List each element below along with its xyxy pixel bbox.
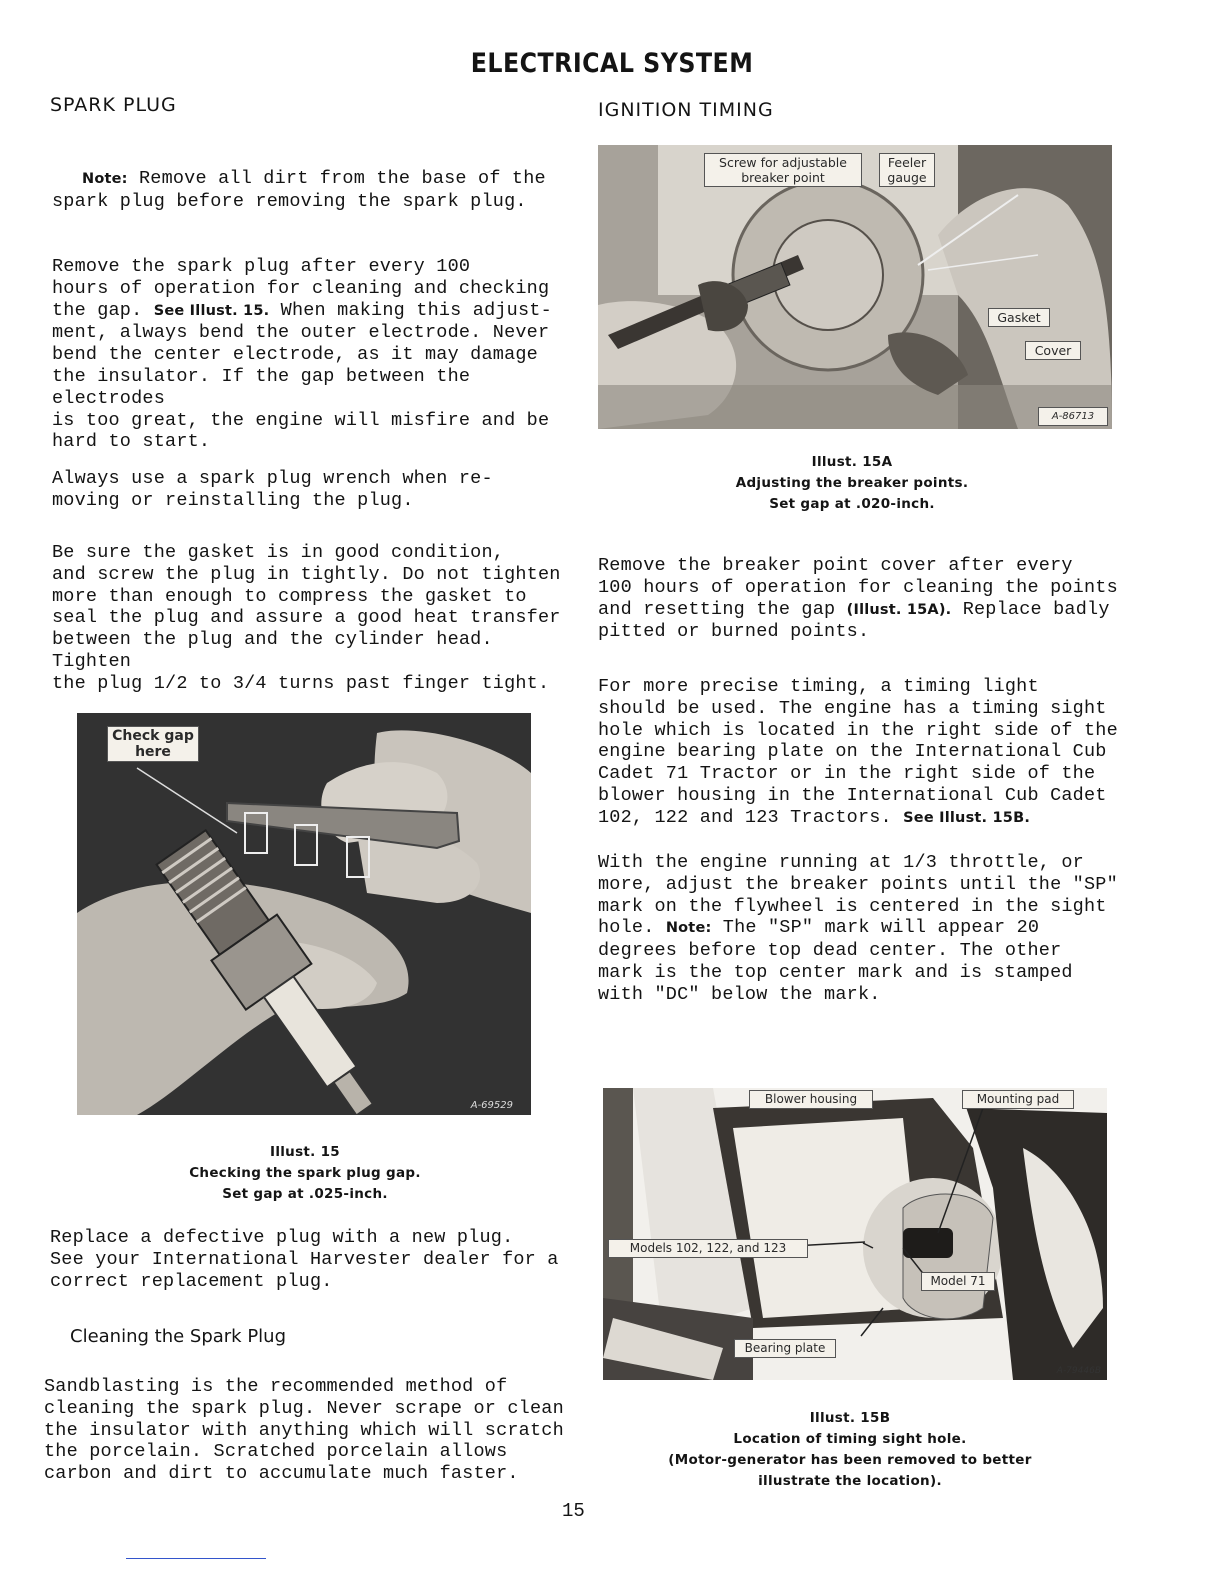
- page-title: ELECTRICAL SYSTEM: [470, 48, 754, 79]
- photo-ref-code: A-69529: [470, 1100, 513, 1111]
- model-71-label: Model 71: [921, 1272, 995, 1291]
- illust-15-reference: See Illust. 15.: [153, 302, 270, 319]
- paragraph-wrench: Always use a spark plug wrench when re- moving or reinstalling the plug.: [52, 468, 493, 511]
- footer-rule: [126, 1558, 266, 1559]
- paragraph-sandblasting: Sandblasting is the recommended method of cleaning the spark plug. Never scrape or clean the insulator with anything which will scratch the porcelain. Scratched porcelain allows carbon and dirt to accumulate much faster.: [44, 1376, 564, 1485]
- paragraph-breaker-cover-b: Replace badly pitted or burned points.: [598, 598, 1110, 643]
- illust-15a-gap: Set gap at .020-inch.: [769, 496, 935, 512]
- paragraph-gasket: Be sure the gasket is in good condition, and screw the plug in tightly. Do not tighten more than enough to compress the gasket to seal the plug and assure a good heat transfer between the plug and the cylinder head. Tighten the plug 1/2 to 3/4 turns past finger tight.: [52, 542, 561, 694]
- illust-15-desc: Checking the spark plug gap.: [189, 1165, 421, 1181]
- paragraph-remove-plug: [52, 256, 572, 453]
- cover-label: Cover: [1025, 341, 1081, 360]
- illust-15a-desc: Adjusting the breaker points.: [735, 475, 969, 491]
- sight-hole-illustration: [603, 1088, 1107, 1380]
- illust-15b-reference: See Illust. 15B.: [903, 809, 1031, 826]
- breaker-points-illustration: [598, 145, 1112, 429]
- section-heading-ignition-timing: IGNITION TIMING: [598, 99, 774, 121]
- illust-15-caption: [140, 1142, 470, 1205]
- note-paragraph: [52, 168, 572, 213]
- bearing-plate-label: Bearing plate: [734, 1339, 836, 1358]
- paragraph-throttle: [598, 852, 1118, 1006]
- spark-plug-gap-illustration: [77, 713, 531, 1115]
- paragraph-throttle-a: With the engine running at 1/3 throttle, or more, adjust the breaker points until the "SP" mark on the flywheel is centered in the sight hole.: [598, 852, 1118, 939]
- feeler-gauge-label: Feeler gauge: [879, 153, 935, 187]
- gasket-label: Gasket: [988, 308, 1050, 327]
- illust-15a-reference: (Illust. 15A).: [846, 601, 952, 618]
- blower-housing-label: Blower housing: [749, 1090, 873, 1109]
- paragraph-remove-plug-b: When making this adjust- ment, always bend the outer electrode. Never bend the center electrode, as it may damage the insulator. If the gap between the electrodes is too great, the engine will misfire and be hard to start.: [52, 299, 552, 453]
- paragraph-breaker-cover-a: Remove the breaker point cover after every 100 hours of operation for cleaning the points and resetting the gap: [598, 555, 1118, 620]
- page-number: 15: [562, 1500, 585, 1522]
- illust-15b-title: Illust. 15B: [809, 1410, 891, 1426]
- sight-hole-photo: [603, 1088, 1107, 1380]
- illust-15a-caption: [682, 452, 1022, 515]
- breaker-points-photo: [598, 145, 1112, 429]
- subheading-cleaning: Cleaning the Spark Plug: [70, 1326, 287, 1347]
- paragraph-timing-light-text: For more precise timing, a timing light should be used. The engine has a timing sight hole which is located in the right side of the engine bearing plate on the International Cub Cadet 71 Tractor or in the right side of the blower housing in the International Cub Cadet 102, 122 and 123 Tractors.: [598, 676, 1118, 828]
- illust-15-gap: Set gap at .025-inch.: [222, 1186, 388, 1202]
- throttle-note-label: Note:: [665, 920, 712, 937]
- paragraph-breaker-cover: [598, 555, 1118, 643]
- spark-plug-gap-photo: [77, 713, 531, 1115]
- note-label: Note:: [82, 171, 128, 187]
- paragraph-remove-plug-a: Remove the spark plug after every 100 hours of operation for cleaning and checking the gap.: [52, 256, 550, 321]
- illust-15b-caption: [640, 1408, 1060, 1492]
- illust-15b-note-cont: illustrate the location).: [758, 1473, 942, 1489]
- sight-hole-photo-ref-code: A-79446B: [1056, 1366, 1101, 1376]
- screw-breaker-label: Screw for adjustable breaker point: [704, 153, 862, 187]
- paragraph-throttle-b: The "SP" mark will appear 20 degrees before top dead center. The other mark is the top center mark and is stamped with "DC" below the mark.: [598, 917, 1073, 1005]
- check-gap-label: Check gap here: [107, 726, 199, 762]
- note-text: Remove all dirt from the base of the spark plug before removing the spark plug.: [52, 168, 546, 212]
- illust-15b-desc: Location of timing sight hole.: [733, 1431, 967, 1447]
- models-102-122-123-label: Models 102, 122, and 123: [608, 1239, 808, 1258]
- breaker-photo-ref-code: A-86713: [1038, 407, 1108, 426]
- section-heading-spark-plug: SPARK PLUG: [50, 94, 177, 116]
- illust-15b-note: (Motor-generator has been removed to better: [668, 1452, 1032, 1468]
- illust-15a-title: Illust. 15A: [811, 454, 893, 470]
- mounting-pad-label: Mounting pad: [962, 1090, 1074, 1109]
- illust-15-title: Illust. 15: [270, 1144, 340, 1160]
- paragraph-timing-light: [598, 676, 1118, 830]
- paragraph-replace-plug: Replace a defective plug with a new plug. See your International Harvester dealer for a correct replacement plug.: [50, 1227, 559, 1292]
